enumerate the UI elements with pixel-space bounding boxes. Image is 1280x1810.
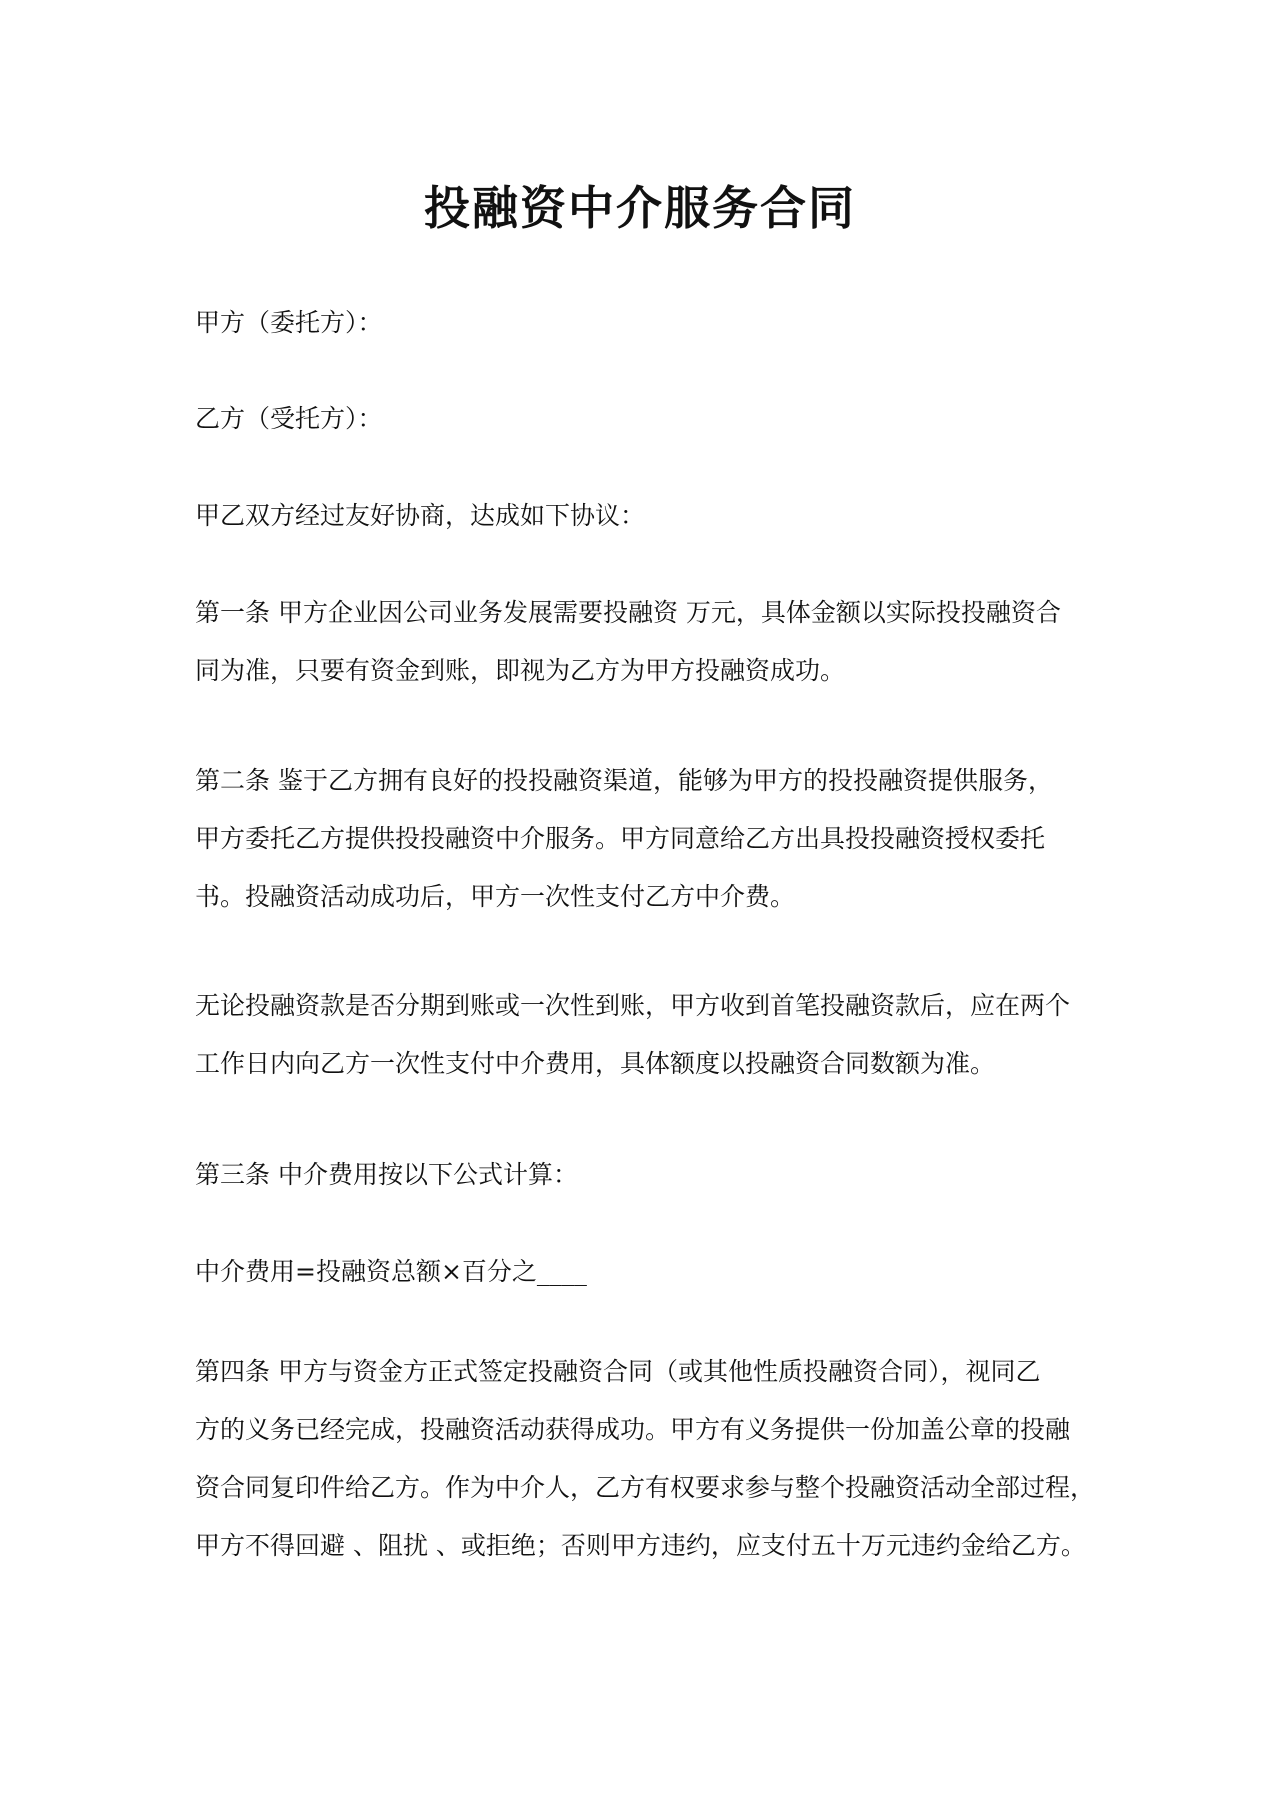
intro-paragraph <box>195 487 1095 545</box>
intro-text: 甲乙双方经过友好协商，达成如下协议： <box>195 501 646 530</box>
article-4-line: 甲方不得回避 、阻扰 、或拒绝；否则甲方违约，应支付五十万元违约金给乙方。 <box>195 1531 1086 1560</box>
article-2-line: 书。投融资活动成功后，甲方一次性支付乙方中介费。 <box>195 882 796 911</box>
formula-text: 中介费用=投融资总额×百分之____ <box>195 1257 587 1286</box>
article-1-paragraph <box>195 584 1095 700</box>
party-b-text: 乙方（受托方）： <box>195 404 383 433</box>
formula-paragraph <box>195 1243 1095 1301</box>
article-3-text: 第三条 中介费用按以下公式计算： <box>195 1160 578 1189</box>
article-1-line: 第一条 甲方企业因公司业务发展需要投融资 万元，具体金额以实际投投融资合 <box>195 598 1061 627</box>
payment-line: 工作日内向乙方一次性支付中介费用，具体额度以投融资合同数额为准。 <box>195 1049 996 1078</box>
article-3-paragraph <box>195 1146 1095 1204</box>
article-4-line: 方的义务已经完成，投融资活动获得成功。甲方有义务提供一份加盖公章的投融 <box>195 1415 1071 1444</box>
document-title: 投融资中介服务合同 <box>424 181 856 235</box>
party-a-line <box>195 294 1095 352</box>
article-1-line: 同为准，只要有资金到账，即视为乙方为甲方投融资成功。 <box>195 656 846 685</box>
payment-line: 无论投融资款是否分期到账或一次性到账，甲方收到首笔投融资款后，应在两个 <box>195 991 1071 1020</box>
article-4-line: 第四条 甲方与资金方正式签定投融资合同（或其他性质投融资合同），视同乙 <box>195 1357 1041 1386</box>
party-b-line <box>195 390 1095 448</box>
article-4-paragraph <box>195 1343 1095 1575</box>
payment-paragraph <box>195 977 1095 1093</box>
article-2-paragraph <box>195 752 1095 926</box>
party-a-text: 甲方（委托方）： <box>195 308 383 337</box>
article-4-line: 资合同复印件给乙方。作为中介人，乙方有权要求参与整个投融资活动全部过程， <box>195 1473 1096 1502</box>
article-2-line: 甲方委托乙方提供投投融资中介服务。甲方同意给乙方出具投投融资授权委托 <box>195 824 1046 853</box>
article-2-line: 第二条 鉴于乙方拥有良好的投投融资渠道，能够为甲方的投投融资提供服务， <box>195 766 1053 795</box>
